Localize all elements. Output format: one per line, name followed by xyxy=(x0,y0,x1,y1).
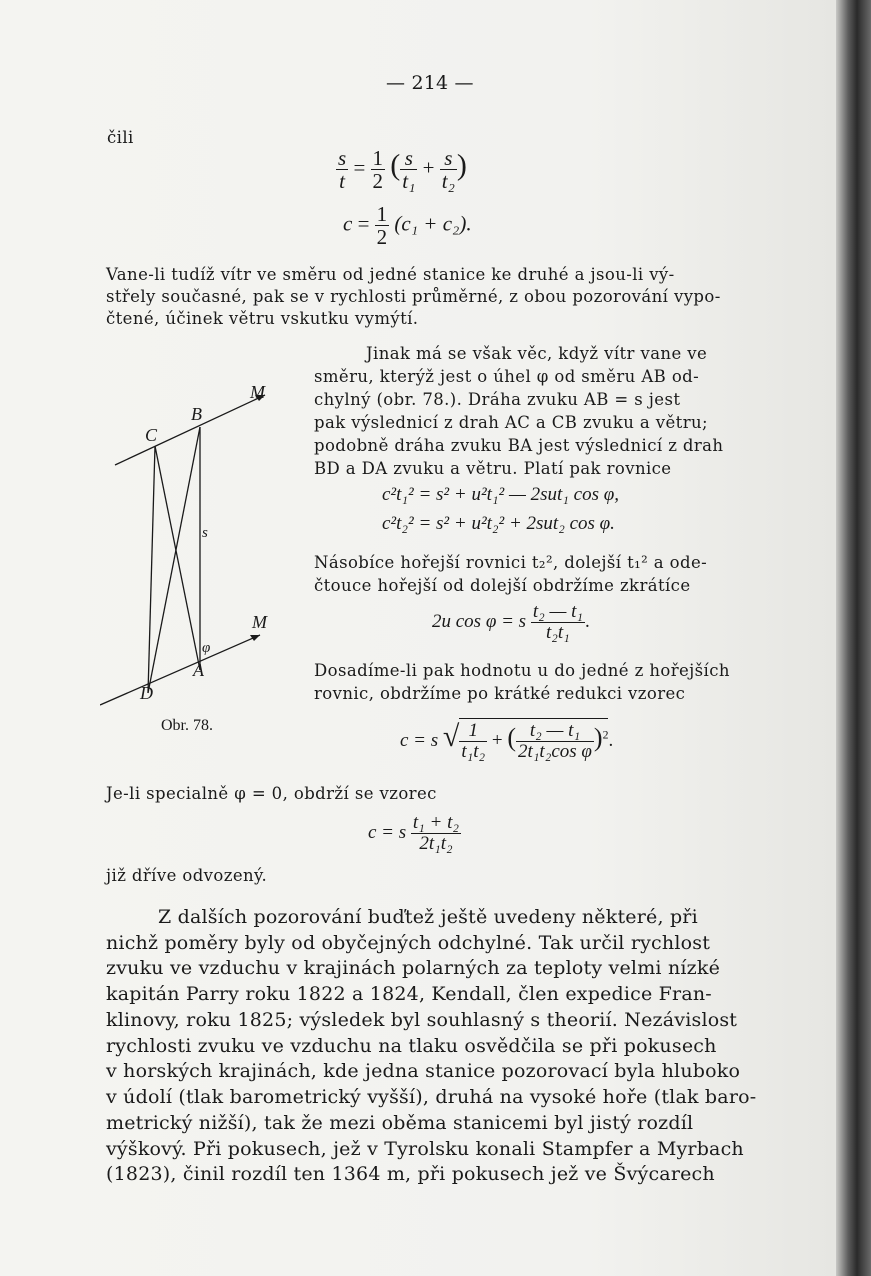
para5-line-7: v horských krajinách, kde jedna stanice pozorovací byla hluboko xyxy=(106,1060,741,1082)
line-special-case: Je-li specialně φ = 0, obdrží se vzorec xyxy=(106,784,437,803)
equation-1: $\frac{s}{t}$ = $\frac{1}{2}$ ( $\frac{s}{\text{t₁}}$ + $\frac{s}{\text{t₂}}$ ) xyxy=(338,146,467,194)
book-spine xyxy=(836,0,871,1276)
para5-line-3: zvuku ve vzduchu v krajinách polarných za teploty velmi nízké xyxy=(106,957,721,979)
arrow-bottom-icon xyxy=(250,635,260,641)
para2-line-2: směru, kterýž jest o úhel φ od směru AB od- xyxy=(314,367,700,386)
para2-line-3: chylný (obr. 78.). Dráha zvuku AB = s jest xyxy=(314,390,681,409)
para5-line-11: (1823), činil rozdíl ten 1364 m, při pokusech jež ve Švýcarech xyxy=(106,1163,715,1185)
line-derived: již dříve odvozený. xyxy=(106,866,268,885)
equation-7: c = s $\frac{\text{t₁ + t₂}}{\text{2t₁t₂}}$ xyxy=(368,812,459,854)
label-M-top: M xyxy=(250,382,265,402)
figure-caption: Obr. 78. xyxy=(161,717,213,734)
wind-line-bottom xyxy=(100,635,260,705)
eq1-lhs-frac: $\frac{s}{t}$ xyxy=(338,146,347,194)
para5-line-2: nichž poměry byly od obyčejných odchylné. Tak určil rychlost xyxy=(106,932,711,954)
equation-2: c = $\frac{1}{2}$ (c₁ + c₂). xyxy=(343,202,472,250)
equation-6: c = s √ $\frac{1}{\text{t₁t₂}}$ + ( $\frac{\text{t₂ — t₁}}{\text{2t₁t₂cos φ}}$ )$^2$. xyxy=(400,719,614,762)
para5-line-9: metrický nižší), tak že mezi oběma stanicemi byl jistý rozdíl xyxy=(106,1112,694,1134)
label-M-bottom: M xyxy=(252,612,267,632)
para5-line-6: rychlosti zvuku ve vzduchu na tlaku osvědčila se při pokusech xyxy=(106,1035,717,1057)
para3-line-2: čtouce hořejší od dolejší obdržíme zkrátíce xyxy=(314,576,691,595)
label-phi: φ xyxy=(202,640,211,656)
label-A: A xyxy=(193,660,204,680)
para2-line-4: pak výslednicí z drah AC a CB zvuku a větru; xyxy=(314,413,708,432)
cili-word: čili xyxy=(107,128,134,147)
para3-line-1: Násobíce hořejší rovnici t₂², dolejší t₁² a ode- xyxy=(314,553,708,572)
para2-line-5: podobně dráha zvuku BA jest výslednicí z drah xyxy=(314,436,724,455)
wind-line-top xyxy=(115,395,265,465)
page-number: — 214 — xyxy=(386,72,474,94)
para5-line-4: kapitán Parry roku 1822 a 1824, Kendall, člen expedice Fran- xyxy=(106,983,712,1005)
equation-5: 2u cos φ = s $\frac{\text{t₂ — t₁}}{\text{t₂t₁}}$ . xyxy=(432,601,590,643)
equation-4: c²t₂² = s² + u²t₂² + 2sut₂ cos φ. xyxy=(382,513,615,534)
line-BD xyxy=(148,427,200,693)
para4-line-2: rovnic, obdržíme po krátké redukci vzorec xyxy=(314,684,686,703)
para1-line-2: střely současné, pak se v rychlosti průměrné, z obou pozorování vypo- xyxy=(106,287,721,306)
label-s: s xyxy=(202,525,208,541)
para1-line-1: Vane-li tudíž vítr ve směru od jedné stanice ke druhé a jsou-li vý- xyxy=(106,265,675,284)
para2-line-1: Jinak má se však věc, když vítr vane ve xyxy=(366,344,708,363)
label-B: B xyxy=(191,404,202,424)
para4-line-1: Dosadíme-li pak hodnotu u do jedné z hořejších xyxy=(314,661,730,680)
para5-line-10: výškový. Při pokusech, jež v Tyrolsku konali Stampfer a Myrbach xyxy=(106,1138,744,1160)
para5-line-5: klinovy, roku 1825; výsledek byl souhlasný s theorií. Nezávislost xyxy=(106,1009,738,1031)
figure-78-diagram xyxy=(100,380,280,720)
label-C: C xyxy=(145,425,158,445)
label-D: D xyxy=(140,683,153,703)
line-CD xyxy=(148,446,155,693)
para1-line-3: čtené, účinek větru vskutku vymýtí. xyxy=(106,309,419,328)
line-CA xyxy=(155,446,200,670)
equation-3: c²t₁² = s² + u²t₁² — 2sut₁ cos φ, xyxy=(382,484,619,505)
para5-line-8: v údolí (tlak barometrický vyšší), druhá na vysoké hoře (tlak baro- xyxy=(106,1086,757,1108)
para5-line-1: Z dalších pozorování buďtež ještě uvedeny některé, při xyxy=(158,906,698,928)
para2-line-6: BD a DA zvuku a větru. Platí pak rovnice xyxy=(314,459,672,478)
